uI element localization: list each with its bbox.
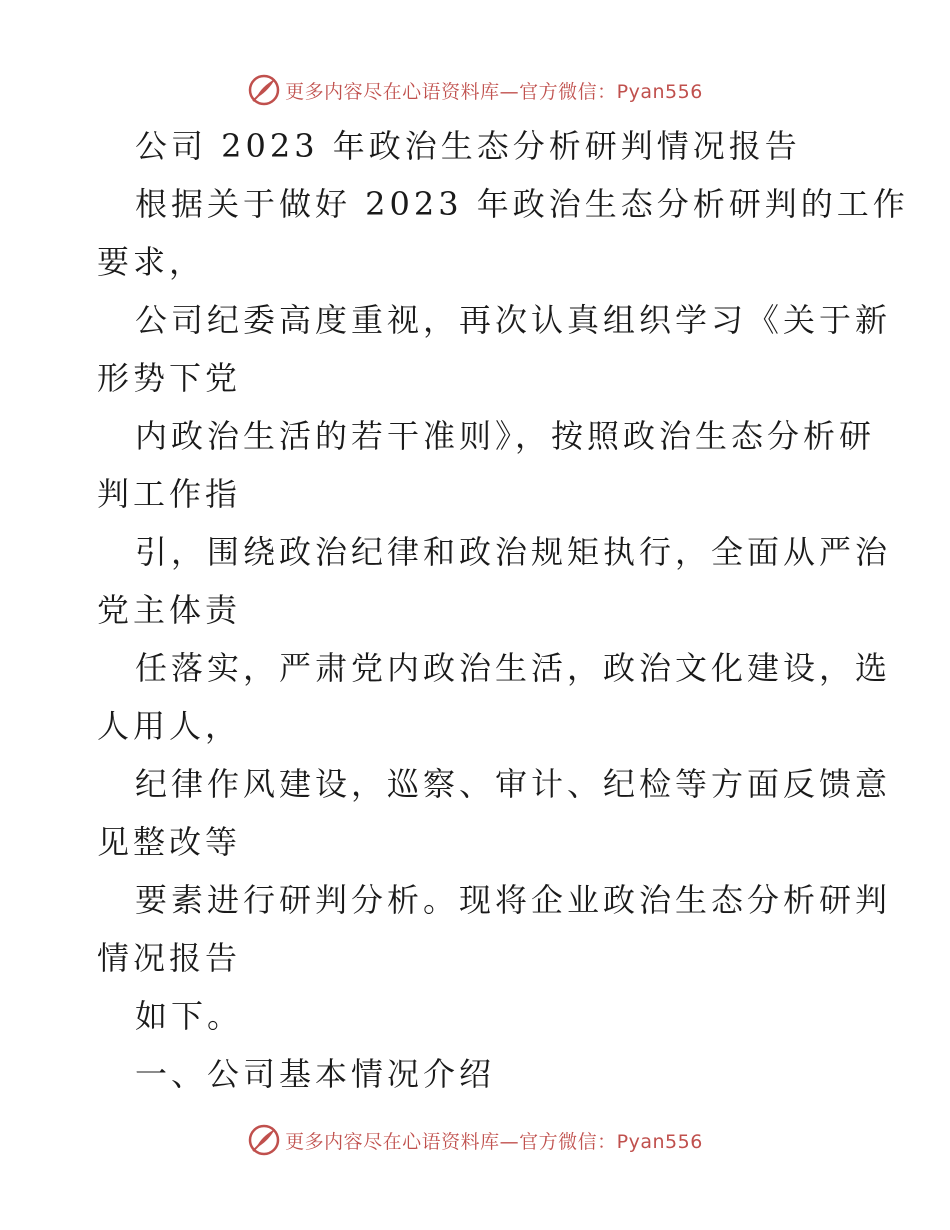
quill-logo-icon <box>247 1123 281 1157</box>
doc-line: 情况报告 <box>97 939 242 977</box>
watermark-text: 更多内容尽在心语资料库—官方微信：Pyan556 <box>285 1130 703 1153</box>
document-body <box>97 117 909 1103</box>
watermark-text: 更多内容尽在心语资料库—官方微信：Pyan556 <box>285 80 703 103</box>
doc-line: 公司纪委高度重视，再次认真组织学习《关于新 <box>135 301 892 339</box>
doc-line: 见整改等 <box>97 823 242 861</box>
doc-line: 如下。 <box>135 997 244 1035</box>
header-watermark-banner <box>0 70 950 110</box>
doc-line: 要求， <box>97 243 206 281</box>
footer-watermark-banner <box>0 1120 950 1160</box>
doc-line: 判工作指 <box>97 475 242 513</box>
doc-line: 纪律作风建设，巡察、审计、纪检等方面反馈意 <box>135 765 892 803</box>
doc-line: 要素进行研判分析。现将企业政治生态分析研判 <box>135 881 892 919</box>
doc-line: 人用人， <box>97 707 242 745</box>
doc-line: 公司 2023 年政治生态分析研判情况报告 <box>135 127 801 165</box>
doc-line: 内政治生活的若干准则》，按照政治生态分析研 <box>135 417 876 455</box>
section-heading: 一、公司基本情况介绍 <box>135 1055 496 1093</box>
doc-line: 根据关于做好 2023 年政治生态分析研判的工作 <box>135 185 909 223</box>
doc-line: 形势下党 <box>97 359 242 397</box>
quill-logo-icon <box>247 73 281 107</box>
doc-line: 引，围绕政治纪律和政治规矩执行，全面从严治 <box>135 533 892 571</box>
doc-line: 党主体责 <box>97 591 242 629</box>
doc-line: 任落实，严肃党内政治生活，政治文化建设，选 <box>135 649 892 687</box>
